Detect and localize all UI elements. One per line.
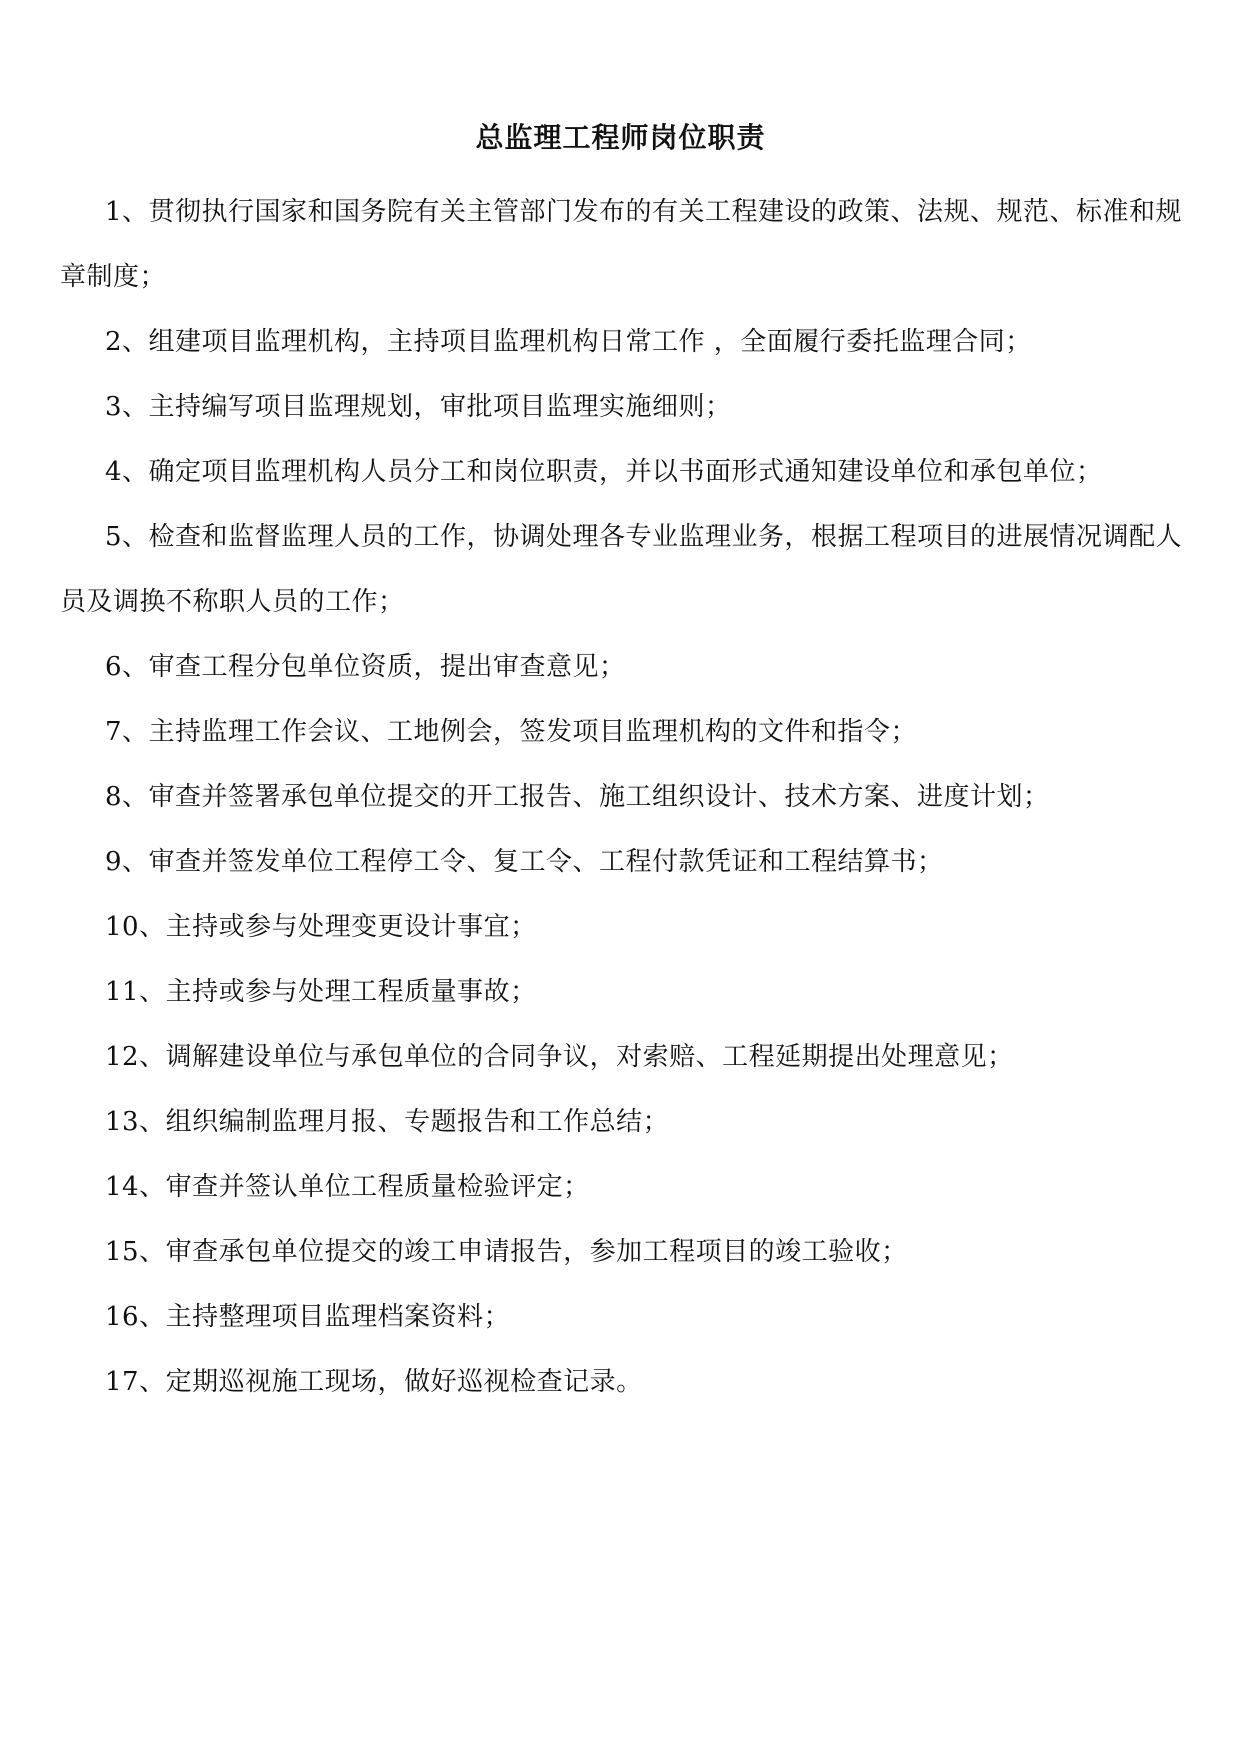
duty-item: 6、审查工程分包单位资质，提出审查意见； [105,652,626,682]
duty-item: 14、审查并签认单位工程质量检验评定； [105,1172,590,1202]
duty-item: 10、主持或参与处理变更设计事宜； [105,912,537,942]
document-title: 总监理工程师岗位职责 [475,121,766,154]
duty-list [60,180,1190,1415]
duty-item: 3、主持编写项目监理规划，审批项目监理实施细则； [105,392,732,422]
duty-item: 11、主持或参与处理工程质量事故； [105,977,537,1007]
duty-item: 12、调解建设单位与承包单位的合同争议，对索赔、工程延期提出处理意见； [105,1042,1014,1072]
duty-item: 16、主持整理项目监理档案资料； [105,1302,511,1332]
duty-item: 15、审查承包单位提交的竣工申请报告，参加工程项目的竣工验收； [105,1237,908,1267]
duty-item: 17、定期巡视施工现场，做好巡视检查记录。 [105,1367,643,1397]
duty-item: 8、审查并签署承包单位提交的开工报告、施工组织设计、技术方案、进度计划； [105,782,1050,812]
duty-item: 7、主持监理工作会议、工地例会，签发项目监理机构的文件和指令； [105,717,918,747]
duty-item: 13、组织编制监理月报、专题报告和工作总结； [105,1107,670,1137]
duty-item: 1、贯彻执行国家和国务院有关主管部门发布的有关工程建设的政策、法规、规范、标准和规章制度； [60,197,1183,292]
duty-item: 9、审查并签发单位工程停工令、复工令、工程付款凭证和工程结算书； [105,847,944,877]
duty-item: 4、确定项目监理机构人员分工和岗位职责，并以书面形式通知建设单位和承包单位； [105,457,1103,487]
duty-item: 2、组建项目监理机构，主持项目监理机构日常工作 ，全面履行委托监理合同； [105,327,1032,357]
duty-item: 5、检查和监督监理人员的工作，协调处理各专业监理业务，根据工程项目的进展情况调配人员及调换不称职人员的工作； [60,522,1183,617]
